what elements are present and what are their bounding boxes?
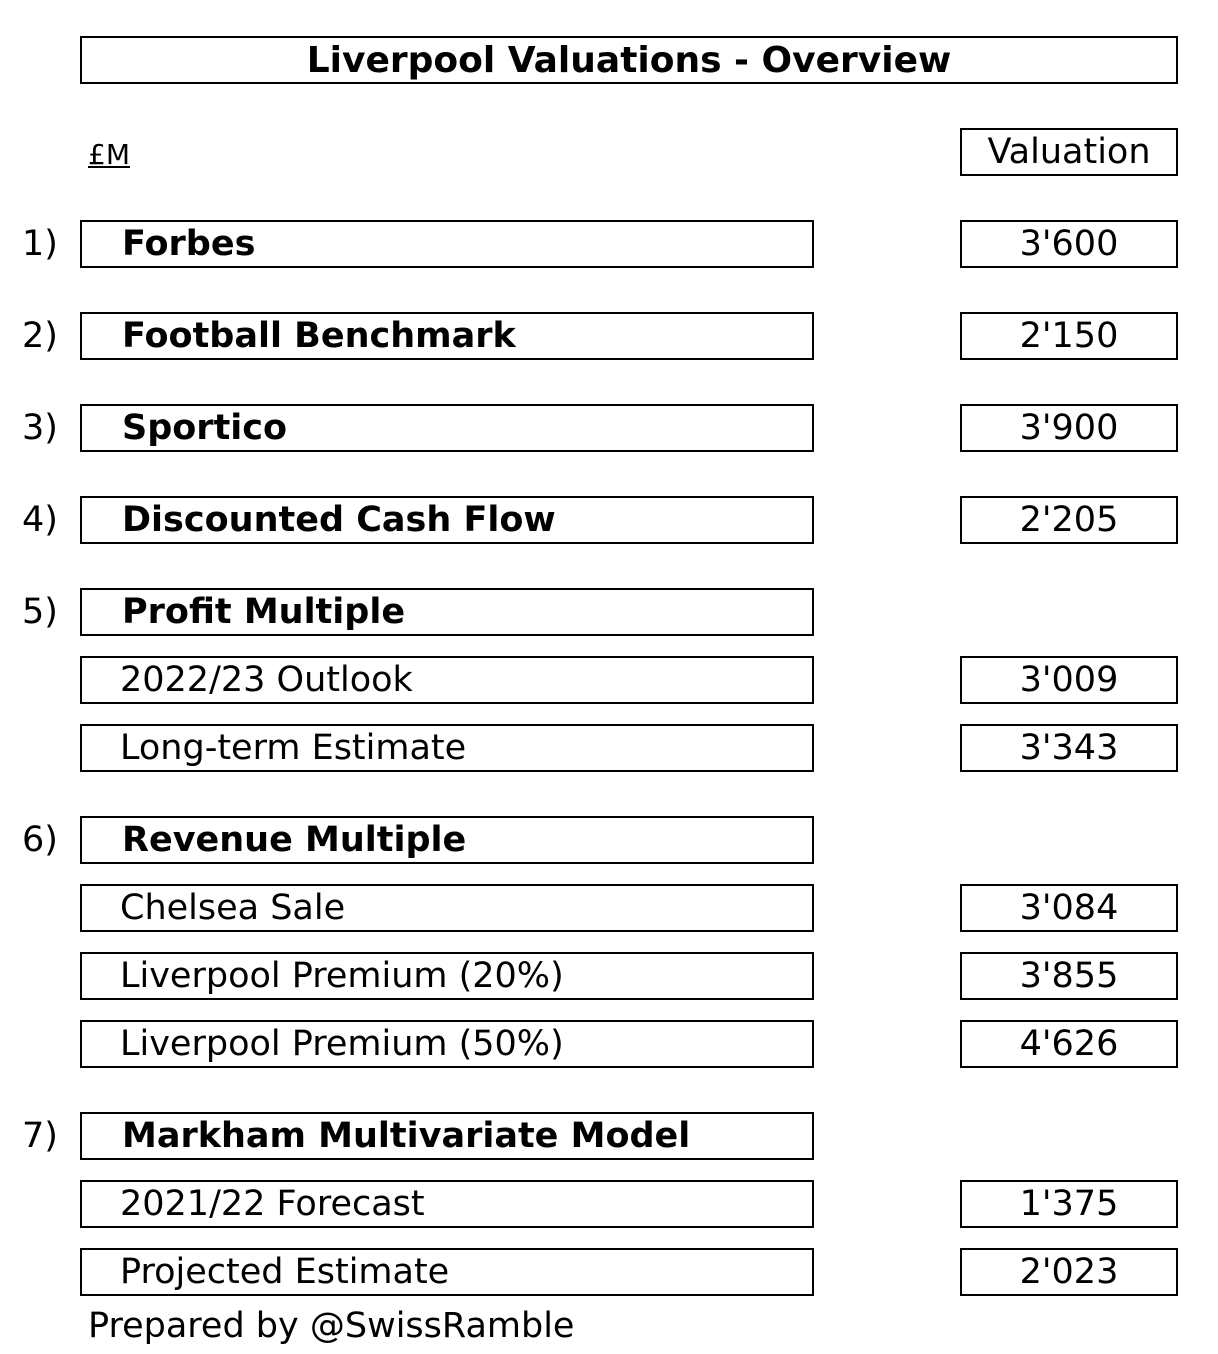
method-heading: Sportico <box>80 404 814 452</box>
footer-credit: Prepared by @SwissRamble <box>88 1306 575 1346</box>
valuation-value: 3'084 <box>960 884 1178 932</box>
method-subitem: Projected Estimate <box>80 1248 814 1296</box>
valuation-value: 2'205 <box>960 496 1178 544</box>
valuation-value: 3'009 <box>960 656 1178 704</box>
page-title: Liverpool Valuations - Overview <box>80 36 1178 84</box>
method-heading: Discounted Cash Flow <box>80 496 814 544</box>
row-number: 7) <box>22 1116 58 1156</box>
method-subitem: Liverpool Premium (20%) <box>80 952 814 1000</box>
valuation-value: 3'343 <box>960 724 1178 772</box>
valuation-value: 3'855 <box>960 952 1178 1000</box>
row-number: 5) <box>22 592 58 632</box>
method-subitem: Long-term Estimate <box>80 724 814 772</box>
valuation-value: 3'900 <box>960 404 1178 452</box>
method-subitem: Liverpool Premium (50%) <box>80 1020 814 1068</box>
valuation-value: 2'150 <box>960 312 1178 360</box>
valuation-value: 3'600 <box>960 220 1178 268</box>
row-number: 6) <box>22 820 58 860</box>
row-number: 2) <box>22 316 58 356</box>
unit-label: £M <box>88 138 130 171</box>
method-heading: Forbes <box>80 220 814 268</box>
row-number: 3) <box>22 408 58 448</box>
valuation-value: 4'626 <box>960 1020 1178 1068</box>
method-heading: Markham Multivariate Model <box>80 1112 814 1160</box>
method-subitem: Chelsea Sale <box>80 884 814 932</box>
method-heading: Football Benchmark <box>80 312 814 360</box>
method-heading: Profit Multiple <box>80 588 814 636</box>
valuation-value: 2'023 <box>960 1248 1178 1296</box>
method-heading: Revenue Multiple <box>80 816 814 864</box>
valuation-value: 1'375 <box>960 1180 1178 1228</box>
valuation-header: Valuation <box>960 128 1178 176</box>
method-subitem: 2021/22 Forecast <box>80 1180 814 1228</box>
row-number: 4) <box>22 500 58 540</box>
method-subitem: 2022/23 Outlook <box>80 656 814 704</box>
row-number: 1) <box>22 224 58 264</box>
